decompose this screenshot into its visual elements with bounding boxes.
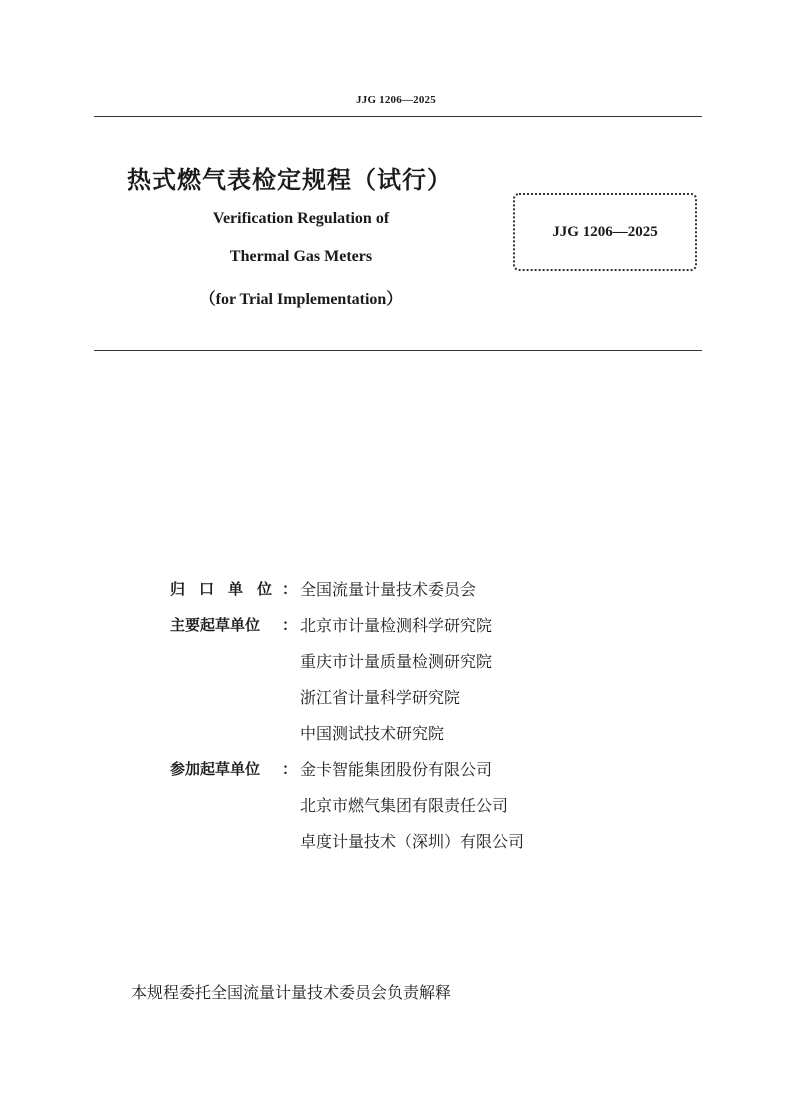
org-row-participating-drafting (170, 750, 524, 786)
org-row-main-drafting (170, 714, 524, 750)
standard-code-text: JJG 1206—2025 (552, 223, 658, 240)
org-label-text: 参加起草单位 (170, 759, 261, 778)
org-label-text: 主要起草单位 (170, 615, 261, 634)
org-value: 中国测试技术研究院 (300, 723, 445, 743)
org-label-colon: ： (282, 759, 298, 778)
header-divider (94, 116, 702, 117)
org-label-text: 归口单位 (170, 579, 287, 598)
title-english-line3: （for Trial Implementation） (199, 291, 403, 308)
title-chinese: 热式燃气表检定规程（试行） (127, 166, 452, 194)
org-row-responsible (170, 570, 524, 606)
interpretation-note: 本规程委托全国流量计量技术委员会负责解释 (131, 983, 452, 1002)
title-divider (94, 350, 702, 351)
org-row-participating-drafting (170, 822, 524, 858)
org-row-main-drafting (170, 606, 524, 642)
org-value: 浙江省计量科学研究院 (300, 687, 461, 707)
org-label-colon: ： (282, 579, 298, 598)
org-value: 重庆市计量质量检测研究院 (300, 651, 493, 671)
org-value: 北京市燃气集团有限责任公司 (300, 795, 509, 815)
org-value: 金卡智能集团股份有限公司 (300, 759, 493, 779)
header-standard-code: JJG 1206—2025 (356, 94, 436, 106)
org-row-main-drafting (170, 642, 524, 678)
org-value: 卓度计量技术（深圳）有限公司 (300, 831, 525, 851)
org-row-participating-drafting (170, 786, 524, 822)
organization-list (170, 570, 524, 858)
org-value: 北京市计量检测科学研究院 (300, 615, 493, 635)
org-label-participating-drafting (170, 758, 300, 779)
title-english-line1: Verification Regulation of (212, 210, 390, 227)
org-value: 全国流量计量技术委员会 (300, 579, 477, 599)
org-row-main-drafting (170, 678, 524, 714)
title-english-line2: Thermal Gas Meters (229, 248, 373, 265)
org-label-main-drafting (170, 614, 300, 635)
standard-code-box (513, 193, 697, 271)
org-label-responsible (170, 578, 300, 599)
org-label-colon: ： (282, 615, 298, 634)
